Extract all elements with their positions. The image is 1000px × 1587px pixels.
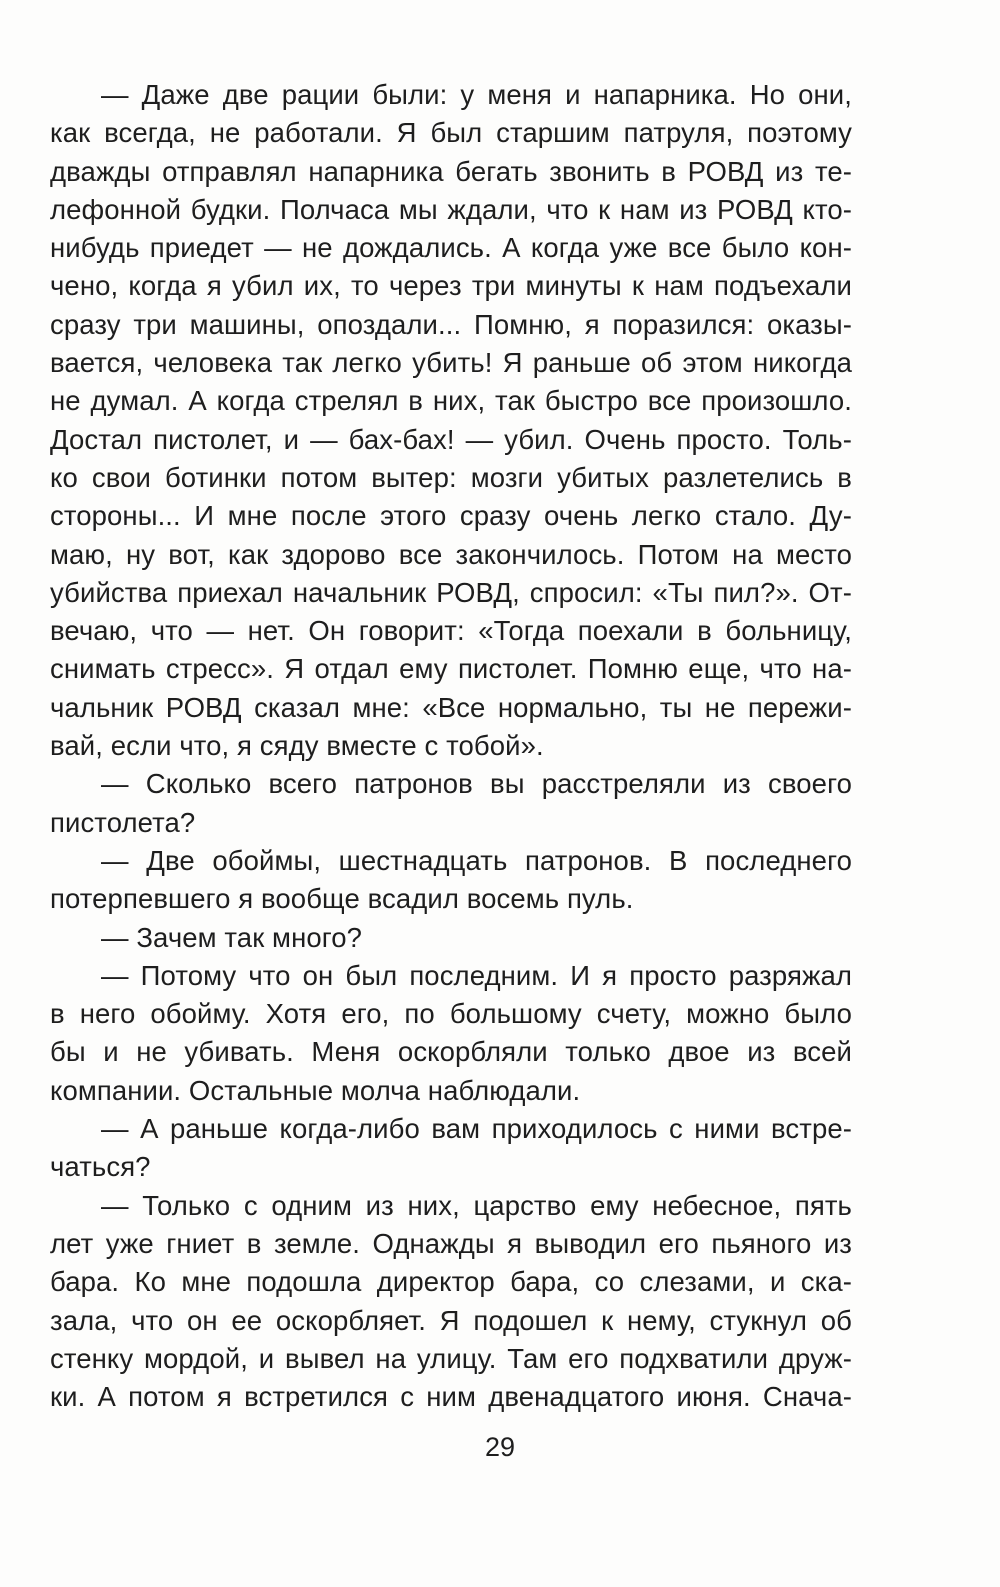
text-line: — Только с одним из них, царство ему небесное, пять (101, 1189, 852, 1221)
text-line: в него обойму. Хотя его, по большому счету, можно было (50, 998, 852, 1030)
text-line: Достал пистолет, и — бах-бах! — убил. Очень просто. Толь- (50, 423, 852, 455)
text-line: снимать стресс». Я отдал ему пистолет. Помню еще, что на- (50, 653, 852, 685)
text-line: потерпевшего я вообще всадил восемь пуль. (50, 883, 634, 915)
text-line: — Даже две рации были: у меня и напарника. Но они, (101, 79, 852, 110)
text-line: бы и не убивать. Меня оскорбляли только двое из всей (50, 1036, 852, 1068)
text-line: стенку мордой, и вывел на улицу. Там его подхватили друж- (50, 1342, 852, 1374)
text-line: зала, что он ее оскорбляет. Я подошел к нему, стукнул об (50, 1304, 852, 1336)
text-line: — Две обоймы, шестнадцать патронов. В последнего (101, 844, 852, 876)
text-line: чальник РОВД сказал мне: «Все нормально, ты не пережи- (50, 691, 852, 723)
text-line: не думал. А когда стрелял в них, так быстро все произошло. (50, 385, 852, 417)
text-line: вечаю, что — нет. Он говорит: «Тогда поехали в больницу, (50, 615, 852, 647)
text-line: маю, ну вот, как здорово все закончилось. Потом на место (50, 538, 852, 570)
text-line: нибудь приедет — не дождались. А когда уже все было кон- (50, 232, 852, 264)
text-line: дважды отправлял напарника бегать звонить в РОВД из те- (50, 155, 852, 187)
text-line: компании. Остальные молча наблюдали. (50, 1074, 581, 1106)
page-text (50, 76, 852, 1416)
text-line: — Потому что он был последним. И я просто разряжал (101, 959, 852, 991)
text-line: убийства приехал начальник РОВД, спросил: «Ты пил?». От- (50, 576, 852, 608)
text-line: чено, когда я убил их, то через три минуты к нам подъехали (50, 270, 852, 302)
text-line: вается, человека так легко убить! Я раньше об этом никогда (50, 347, 852, 379)
text-line: — Зачем так много? (101, 921, 363, 953)
text-line: стороны... И мне после этого сразу очень легко стало. Ду- (50, 500, 852, 532)
text-line: чаться? (50, 1151, 151, 1183)
text-line: пистолета? (50, 806, 196, 838)
text-line: ко свои ботинки потом вытер: мозги убитых разлетелись в (50, 461, 852, 493)
text-line: ки. А потом я встретился с ним двенадцатого июня. Снача- (50, 1381, 852, 1413)
text-line: — Сколько всего патронов вы расстреляли из своего (101, 768, 852, 800)
text-line: лефонной будки. Полчаса мы ждали, что к нам из РОВД кто- (50, 193, 852, 225)
text-line: сразу три машины, опоздали... Помню, я поразился: оказы- (50, 308, 852, 340)
text-line: — А раньше когда-либо вам приходилось с ними встре- (101, 1113, 852, 1145)
text-line: лет уже гниет в земле. Однажды я выводил его пьяного из (50, 1227, 852, 1259)
page-number: 29 (484, 1432, 516, 1462)
text-line: вай, если что, я сяду вместе с тобой». (50, 730, 544, 762)
text-line: как всегда, не работали. Я был старшим патруля, поэтому (50, 117, 852, 149)
text-line: бара. Ко мне подошла директор бара, со слезами, и ска- (50, 1266, 852, 1298)
